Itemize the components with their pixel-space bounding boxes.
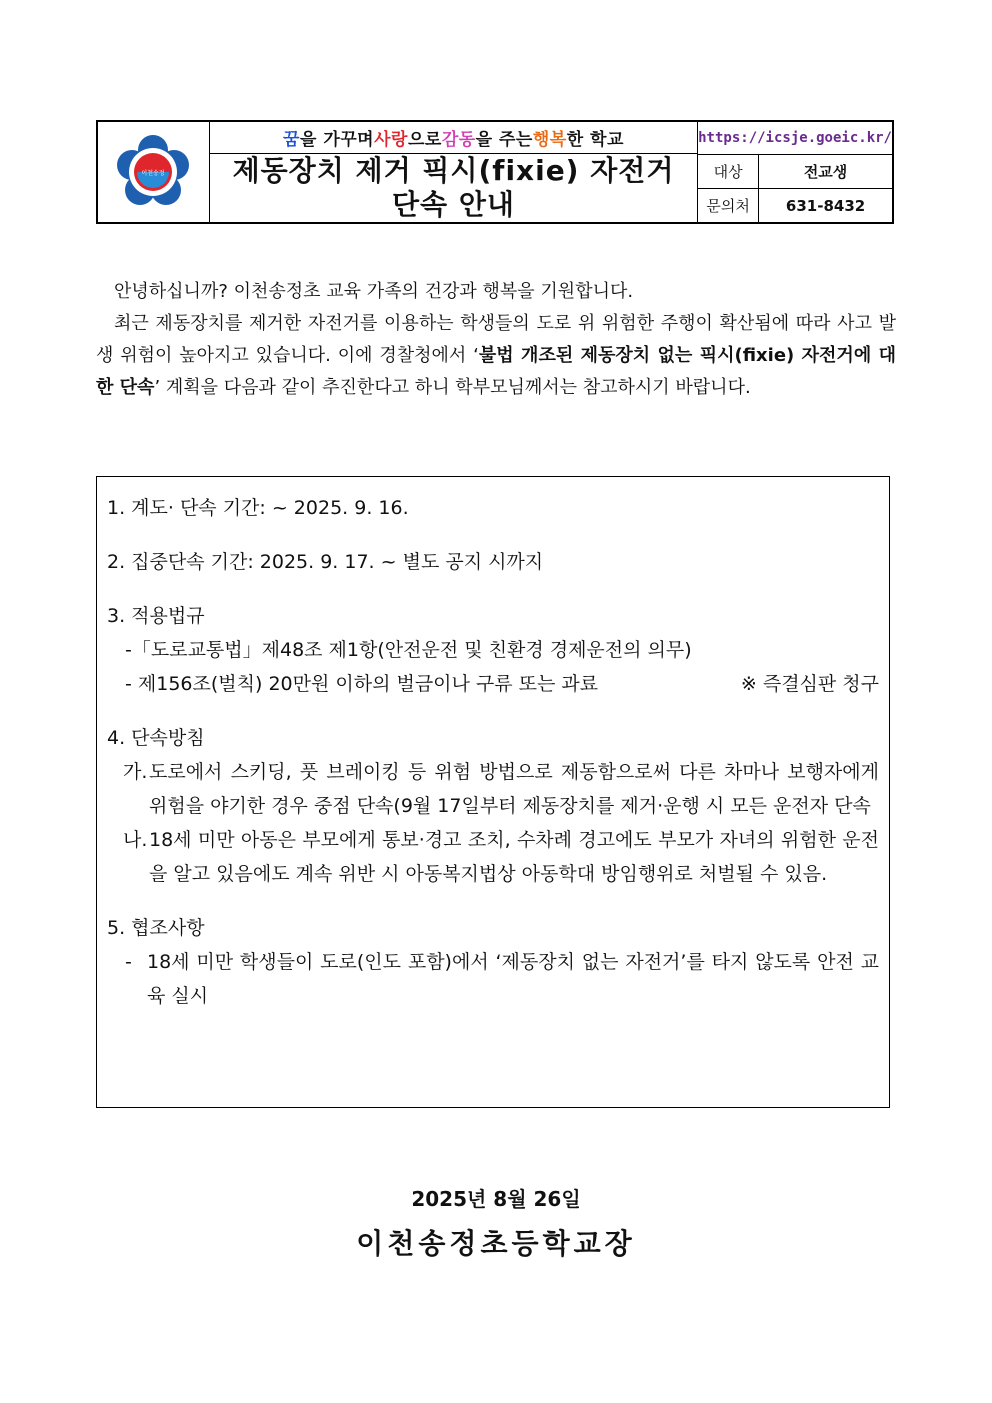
intro-text-part: 최근 제동장치를 제거한 자전거를 이용하는 학생들의 도로 위 위험한 주행이 확산됨에 따라 사고 발생 위험이 높아지고 있습니다. 이에 경찰청에서 ‘: [96, 313, 896, 366]
item-marker: -: [125, 951, 132, 973]
motto-part: 꿈: [283, 130, 300, 150]
section-1-text: 1. 계도· 단속 기간: ~ 2025. 9. 16.: [107, 497, 409, 519]
contact-value: 631-8432: [785, 196, 866, 215]
target-label: 대상: [698, 155, 759, 188]
section-3-item-2-note: ※ 즉결심판 청구: [740, 673, 879, 695]
section-5-title: 5. 협조사항: [107, 917, 205, 939]
section-4-item-a: [107, 755, 879, 823]
intro-paragraph-2: [96, 308, 896, 404]
section-3-item-1: -「도로교통법」제48조 제1항(안전운전 및 친환경 경제운전의 의무): [125, 639, 692, 661]
section-3-title: 3. 적용법규: [107, 605, 205, 627]
section-4: [107, 721, 879, 891]
contact-label: 문의처: [698, 189, 759, 222]
motto-part: 행복: [532, 130, 567, 150]
intro-text: [96, 276, 896, 404]
section-3-item-2: [107, 667, 879, 701]
motto-part: 한 학교: [566, 130, 624, 150]
title-line-1: 제동장치 제거 픽시(fixie) 자전거: [232, 154, 675, 187]
target-value: 전교생: [803, 163, 848, 181]
title-line-2: 단속 안내: [392, 188, 515, 221]
motto-part: 으로: [407, 130, 442, 150]
school-motto: [210, 122, 697, 154]
info-column: [698, 122, 892, 222]
section-4-title: 4. 단속방침: [107, 727, 205, 749]
document-title: [210, 154, 697, 222]
logo-cell: [98, 122, 210, 222]
item-text: 18세 미만 아동은 부모에게 통보·경고 조치, 수차례 경고에도 부모가 자녀의 위험한 운전을 알고 있음에도 계속 위반 시 아동복지법상 아동학대 방임행위로 처벌될 수 있음.: [149, 829, 879, 885]
item-marker: 나.: [123, 829, 148, 851]
intro-paragraph-1: 안녕하십니까? 이천송정초 교육 가족의 건강과 행복을 기원합니다.: [114, 281, 634, 302]
signer-name: 이천송정초등학교장: [356, 1227, 636, 1260]
item-text: 도로에서 스키딩, 풋 브레이킹 등 위험 방법으로 제동함으로써 다른 차마나 보행자에게 위험을 야기한 경우 중점 단속(9월 17일부터 제동장치를 제거·운행 시 모든 운전자 단속: [149, 761, 879, 817]
intro-text-part: ’ 계획을 다음과 같이 추진한다고 하니 학부모님께서는 참고하시기 바랍니다.: [154, 377, 751, 398]
motto-part: 을 가꾸며: [299, 130, 375, 150]
issue-date: 2025년 8월 26일: [411, 1187, 581, 1211]
content-box: [96, 476, 890, 1108]
intro-bold-part: 불법 개조된 제동장치 없는 픽시(fixie) 자전거에 대한 단속: [96, 345, 896, 398]
motto-part: 감동: [441, 130, 476, 150]
title-column: [210, 122, 698, 222]
section-3-item-2-text: - 제156조(벌칙) 20만원 이하의 벌금이나 구류 또는 과료: [125, 673, 599, 695]
target-row: [698, 155, 892, 188]
item-text: 18세 미만 학생들이 도로(인도 포함)에서 ‘제동장치 없는 자전거’를 타지 않도록 안전 교육 실시: [147, 951, 879, 1007]
school-url[interactable]: https://icsje.goeic.kr/: [698, 122, 892, 155]
motto-part: 을 주는: [475, 130, 533, 150]
section-2-text: 2. 집중단속 기간: 2025. 9. 17. ~ 별도 공지 시까지: [107, 551, 544, 573]
header-table: [96, 120, 894, 224]
section-2: [107, 545, 879, 579]
section-4-item-b: [107, 823, 879, 891]
section-5-item: [107, 945, 879, 1013]
section-5: [107, 911, 879, 1013]
motto-part: 사랑: [374, 130, 408, 150]
section-1: [107, 491, 879, 525]
svg-text:이천송정: 이천송정: [141, 170, 166, 177]
section-3: [107, 599, 879, 701]
item-marker: 가.: [123, 761, 148, 783]
school-emblem-icon: [115, 134, 191, 210]
contact-row: [698, 188, 892, 222]
